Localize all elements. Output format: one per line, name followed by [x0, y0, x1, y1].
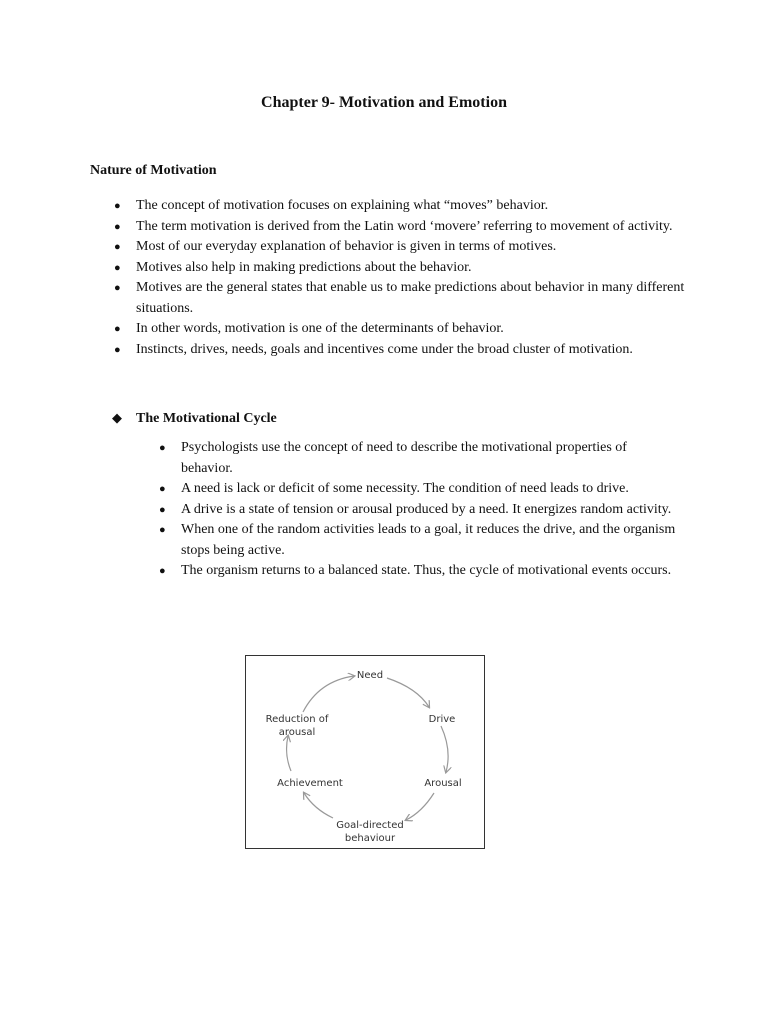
- list-item-text: Motives are the general states that enable us to make predictions about behavior in many different situations.: [136, 280, 685, 316]
- list-item: [159, 561, 681, 582]
- node-achievement: Achievement: [277, 778, 343, 789]
- nature-of-motivation-list: [114, 196, 696, 360]
- diamond-icon: ◆: [112, 410, 122, 425]
- bullet-icon: ●: [159, 524, 166, 536]
- list-item: [114, 217, 696, 238]
- list-item-text: Psychologists use the concept of need to describe the motivational properties of behavior.: [181, 440, 627, 476]
- list-item-text: The concept of motivation focuses on explaining what “moves” behavior.: [136, 198, 549, 213]
- node-arousal: Arousal: [424, 778, 462, 789]
- cycle-arrow: [304, 793, 333, 818]
- cycle-arrow: [441, 726, 448, 772]
- subsection-heading-text: The Motivational Cycle: [136, 411, 277, 426]
- bullet-icon: ●: [114, 220, 121, 233]
- list-item-text: Instincts, drives, needs, goals and incentives come under the broad cluster of motivation.: [136, 341, 633, 357]
- list-item: [159, 438, 681, 479]
- list-item: [114, 319, 696, 340]
- motivational-cycle-diagram: [245, 655, 485, 849]
- motivational-cycle-list: [159, 438, 681, 582]
- bullet-icon: ●: [114, 282, 121, 294]
- bullet-icon: ●: [114, 323, 121, 335]
- list-item: [159, 520, 681, 561]
- bullet-icon: ●: [114, 343, 121, 356]
- list-item: [159, 500, 681, 521]
- list-item: [114, 237, 696, 258]
- bullet-icon: ●: [159, 442, 166, 454]
- list-item-text: Most of our everyday explanation of behavior is given in terms of motives.: [136, 239, 557, 254]
- list-item-text: A drive is a state of tension or arousal produced by a need. It energizes random activity.: [181, 501, 672, 517]
- list-item-text: The organism returns to a balanced state. Thus, the cycle of motivational events occurs.: [181, 563, 672, 578]
- cycle-arrow: [287, 736, 291, 771]
- node-reduction-line2: arousal: [278, 727, 316, 738]
- cycle-arrow: [406, 793, 434, 820]
- list-item-text: When one of the random activities leads to a goal, it reduces the drive, and the organism stops being active.: [181, 522, 676, 558]
- list-item-text: The term motivation is derived from the Latin word ‘movere’ referring to movement of activity.: [136, 218, 673, 234]
- node-goal-directed-line2: behaviour: [344, 833, 396, 844]
- bullet-icon: ●: [159, 503, 166, 516]
- list-item: [159, 479, 681, 500]
- bullet-icon: ●: [114, 241, 121, 253]
- list-item: [114, 278, 696, 319]
- page-title: Chapter 9- Motivation and Emotion: [261, 94, 507, 111]
- cycle-svg: [246, 656, 484, 848]
- list-item-text: Motives also help in making predictions about the behavior.: [136, 259, 472, 275]
- node-goal-directed: Goal-directed: [336, 820, 404, 831]
- list-item: [114, 340, 696, 361]
- bullet-icon: ●: [159, 565, 166, 577]
- bullet-icon: ●: [114, 261, 121, 274]
- node-need: Need: [356, 670, 384, 681]
- list-item-text: A need is lack or deficit of some necessity. The condition of need leads to drive.: [181, 481, 629, 496]
- list-item: [114, 258, 696, 279]
- bullet-icon: ●: [159, 483, 166, 495]
- section-heading: Nature of Motivation: [90, 163, 217, 178]
- cycle-arrow: [303, 676, 354, 712]
- node-drive: Drive: [428, 714, 456, 725]
- list-item: [114, 196, 696, 217]
- bullet-icon: ●: [114, 200, 121, 212]
- subsection-heading: [112, 410, 277, 427]
- list-item-text: In other words, motivation is one of the determinants of behavior.: [136, 321, 504, 336]
- node-reduction: Reduction of: [265, 714, 329, 725]
- cycle-arrow: [387, 678, 429, 707]
